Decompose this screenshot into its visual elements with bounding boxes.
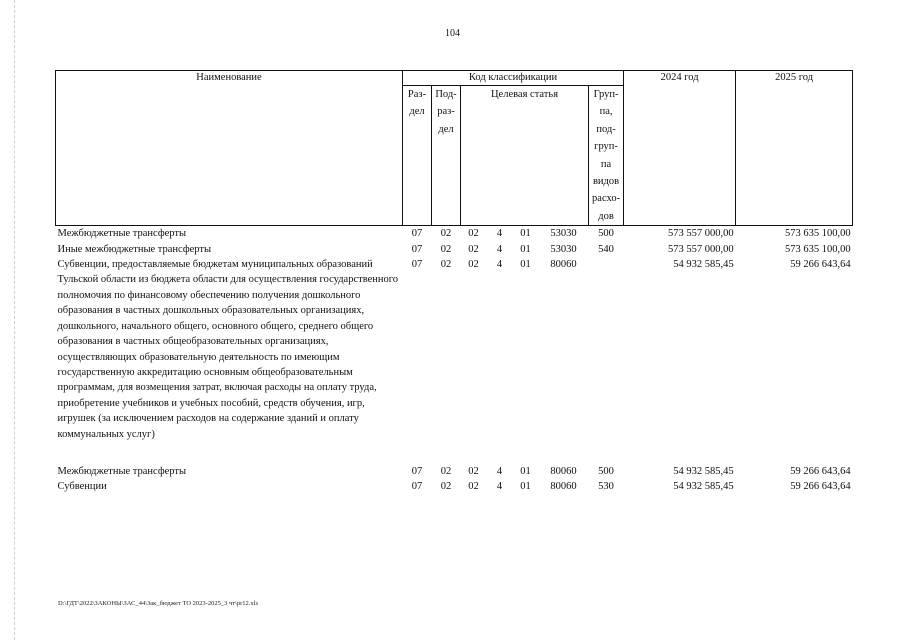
row-section: 07 bbox=[411, 228, 423, 240]
col-header-target: Целевая статья bbox=[461, 86, 589, 226]
row-group: 540 bbox=[598, 243, 614, 255]
col-header-code: Код классификации bbox=[403, 71, 624, 86]
row-target-2: 4 bbox=[496, 481, 503, 493]
row-section: 07 bbox=[411, 259, 423, 271]
row-2024: 54 932 585,45 bbox=[673, 259, 734, 271]
footer-file-path: D:\ГДТ\2022\ЗАКОНЫ\ЗАС_44\Зак_бюджет ТО 2023-2025_3 чт\pr12.xls bbox=[58, 600, 258, 607]
row-2025: 59 266 643,64 bbox=[790, 465, 851, 477]
row-section: 07 bbox=[411, 465, 423, 477]
row-section: 07 bbox=[411, 243, 423, 255]
row-name: Субвенции, предоставляемые бюджетам муниципальных образований Тульской области из бюджета области для осуществления государственного полномочия по финансовому обеспечению получения дошкольного образования в частных дошкольных образовательных организациях, дошкольного, начального общего, основного общего, среднего общего образования в частных общеобразовательных организациях, осуществляющих образовательную деятельность по имеющим государственную аккредитацию основным общеобразовательным программам, для возмещения затрат, включая расходы на оплату труда, приобретение учебников и учебных пособий, средств обучения, игр, игрушек (за исключением расходов на содержание зданий и оплату коммунальных услуг) bbox=[57, 259, 399, 440]
row-target-3: 01 bbox=[520, 259, 531, 271]
col-header-group: Груп- па, под- груп- па видов расхо- дов bbox=[589, 86, 624, 226]
row-target-3: 01 bbox=[520, 228, 531, 240]
row-2024: 54 932 585,45 bbox=[673, 465, 734, 477]
row-target-1: 02 bbox=[468, 228, 479, 240]
row-name: Иные межбюджетные трансферты bbox=[57, 243, 212, 255]
row-target-3: 01 bbox=[520, 481, 531, 493]
row-2025: 573 635 100,00 bbox=[784, 243, 851, 255]
row-target-4: 80060 bbox=[550, 481, 577, 493]
row-subsection: 02 bbox=[440, 481, 452, 493]
table-row bbox=[56, 257, 853, 442]
spacer-cell bbox=[56, 442, 853, 464]
row-2024: 573 557 000,00 bbox=[667, 243, 734, 255]
row-2025: 59 266 643,64 bbox=[790, 481, 851, 493]
table-row bbox=[56, 464, 853, 479]
row-2024: 54 932 585,45 bbox=[673, 481, 734, 493]
table-row bbox=[56, 242, 853, 257]
row-spacer bbox=[56, 442, 853, 464]
row-subsection: 02 bbox=[440, 465, 452, 477]
col-header-2025: 2025 год bbox=[736, 71, 853, 226]
row-target-1: 02 bbox=[468, 259, 479, 271]
row-name: Субвенции bbox=[57, 481, 107, 493]
row-target-2: 4 bbox=[496, 259, 503, 271]
table-row bbox=[56, 226, 853, 242]
col-header-2024: 2024 год bbox=[624, 71, 736, 226]
budget-table bbox=[55, 70, 853, 495]
page-number: 104 bbox=[445, 28, 460, 39]
row-group: 500 bbox=[598, 228, 614, 240]
row-target-3: 01 bbox=[520, 465, 531, 477]
row-subsection: 02 bbox=[440, 228, 452, 240]
margin-guide bbox=[14, 0, 16, 640]
row-target-1: 02 bbox=[468, 481, 479, 493]
row-target-4: 80060 bbox=[550, 259, 577, 271]
row-2025: 573 635 100,00 bbox=[784, 228, 851, 240]
row-target-4: 80060 bbox=[550, 465, 577, 477]
row-name: Межбюджетные трансферты bbox=[57, 228, 187, 240]
row-subsection: 02 bbox=[440, 259, 452, 271]
row-group: 500 bbox=[598, 465, 614, 477]
row-2025: 59 266 643,64 bbox=[790, 259, 851, 271]
row-target-2: 4 bbox=[496, 243, 503, 255]
row-name: Межбюджетные трансферты bbox=[57, 465, 187, 477]
row-target-1: 02 bbox=[468, 465, 479, 477]
row-group: 530 bbox=[598, 481, 614, 493]
col-header-subsection: Под- раз- дел bbox=[432, 86, 461, 226]
row-target-2: 4 bbox=[496, 228, 503, 240]
row-target-2: 4 bbox=[496, 465, 503, 477]
row-target-4: 53030 bbox=[550, 228, 577, 240]
row-target-4: 53030 bbox=[550, 243, 577, 255]
col-header-name: Наименование bbox=[56, 71, 403, 226]
row-target-3: 01 bbox=[520, 243, 531, 255]
table-row bbox=[56, 479, 853, 494]
row-section: 07 bbox=[411, 481, 423, 493]
col-header-section: Раз- дел bbox=[403, 86, 432, 226]
row-subsection: 02 bbox=[440, 243, 452, 255]
row-2024: 573 557 000,00 bbox=[667, 228, 734, 240]
row-group bbox=[589, 257, 624, 442]
row-target-1: 02 bbox=[468, 243, 479, 255]
